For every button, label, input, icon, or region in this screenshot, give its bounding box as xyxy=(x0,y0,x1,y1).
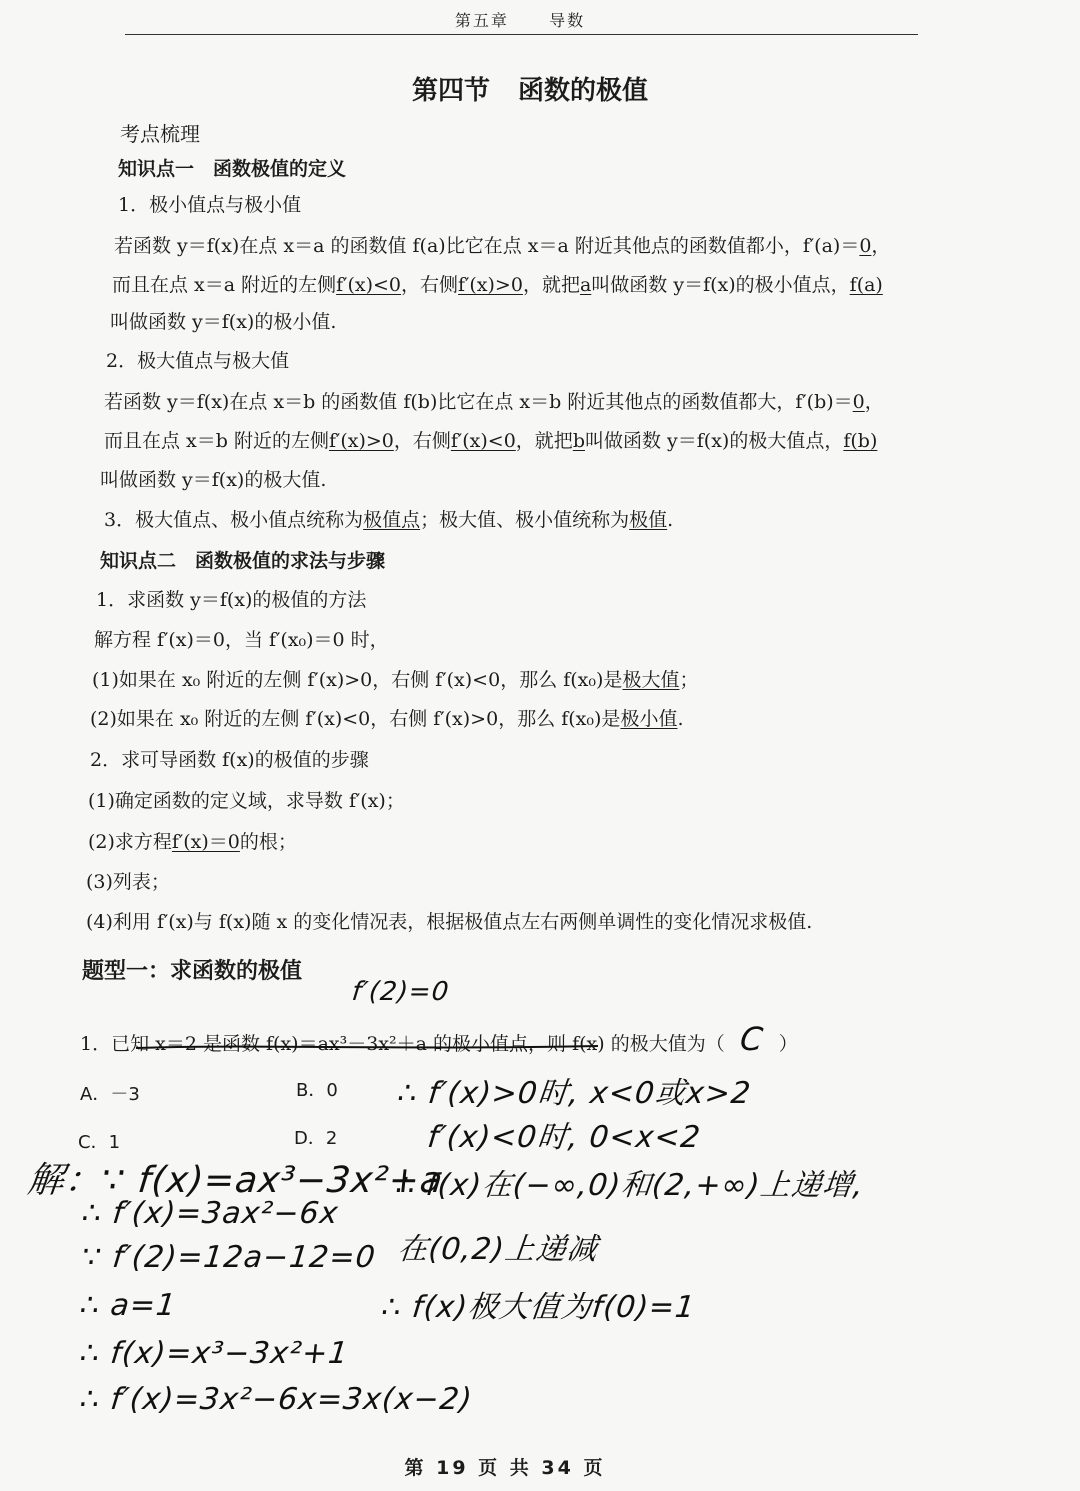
section-number: 第四节 xyxy=(411,76,490,106)
hw-right-line-3: ∴ f(x)在(−∞,0)和(2,+∞)上递增, xyxy=(393,1168,866,1203)
blank-fill: f′(x)<0 xyxy=(336,274,402,296)
running-header xyxy=(0,8,1040,31)
blank-fill: a xyxy=(579,274,592,296)
blank-fill: f(a) xyxy=(849,274,883,296)
kp1-heading: 知识点一 函数极值的定义 xyxy=(118,158,347,180)
problem-number: 1． xyxy=(80,1033,112,1055)
handwritten-note-above: f′(2)=0 xyxy=(350,977,451,1007)
hw-left-line-1: 解：∵ f(x)=ax³−3x²+a xyxy=(25,1160,446,1201)
blank-fill: 0 xyxy=(852,391,865,413)
kp1-s1-line1: 若函数 y＝f(x)在点 x＝a 的函数值 f(a)比它在点 x＝a 附近其他点的函数值都小，f′(a)＝0， xyxy=(114,235,891,257)
kp2-heading: 知识点二 函数极值的求法与步骤 xyxy=(100,550,386,572)
tixing-heading: 题型一：求函数的极值 xyxy=(82,959,303,984)
handwritten-underline xyxy=(132,1040,602,1054)
option-d: D．2 xyxy=(294,1128,338,1149)
blank-fill: f′(x)<0 xyxy=(450,430,516,452)
subject-label: 导数 xyxy=(549,11,586,30)
hw-right-line-5: ∴ f(x)极大值为f(0)=1 xyxy=(379,1290,698,1325)
blank-fill: f(b) xyxy=(843,430,878,452)
chapter-label: 第五章 xyxy=(454,11,509,30)
section-name: 函数的极值 xyxy=(518,76,649,106)
kp1-s2-line1: 若函数 y＝f(x)在点 x＝b 的函数值 f(b)比它在点 x＝b 附近其他点的函数值都大，f′(b)＝0， xyxy=(104,391,884,413)
kp1-s3-line: 3．极大值点、极小值点统称为极值点；极大值、极小值统称为极值. xyxy=(104,509,674,531)
kp1-s1-line2: 而且在点 x＝a 附近的左侧f′(x)<0，右侧f′(x)>0，就把a叫做函数 y＝f(x)的极小值点，f(a) xyxy=(112,274,883,296)
hw-left-line-6: ∴ f′(x)=3x²−6x=3x(x−2) xyxy=(78,1382,475,1417)
problem-1: 1．已知 x＝2 是函数 f(x)＝ax³－3x²＋a 的极小值点，则 f(x) 的极大值为（ C ） xyxy=(80,1020,798,1058)
option-c: C．1 xyxy=(78,1132,121,1153)
hw-left-line-2: ∴ f′(x)=3ax²−6x xyxy=(80,1196,341,1231)
kp2-method-line3: (2)如果在 x₀ 附近的左侧 f′(x)<0，右侧 f′(x)>0，那么 f(x₀)是极小值. xyxy=(90,708,684,730)
blank-fill: b xyxy=(572,430,585,452)
hw-left-line-3: ∵ f′(2)=12a−12=0 xyxy=(80,1240,378,1275)
blank-fill: f′(x)＝0 xyxy=(171,831,240,853)
hw-right-line-2: f′(x)<0时, 0<x<2 xyxy=(425,1120,703,1155)
blank-fill: 极值点 xyxy=(363,509,421,531)
kp2-step3: (3)列表； xyxy=(86,871,170,893)
blank-fill: f′(x)>0 xyxy=(328,430,394,452)
hw-right-line-1: ∴ f′(x)>0时, x<0或x>2 xyxy=(395,1076,753,1111)
kp1-s2-line2: 而且在点 x＝b 附近的左侧f′(x)>0，右侧f′(x)<0，就把b叫做函数 y＝f(x)的极大值点，f(b) xyxy=(104,430,878,452)
kp1-s1-title: 1．极小值点与极小值 xyxy=(118,194,302,216)
hw-right-line-4: 在(0,2)上递减 xyxy=(395,1232,600,1267)
kp1-s2-title: 2．极大值点与极大值 xyxy=(106,350,290,372)
problem-text: 已知 x＝2 是函数 f(x)＝ax³－3x²＋a 的极小值点，则 f(x) 的极大值为（ xyxy=(111,1033,725,1055)
kp2-step1: (1)确定函数的定义域，求导数 f′(x)； xyxy=(88,790,405,812)
kp2-method-title: 1．求函数 y＝f(x)的极值的方法 xyxy=(96,589,367,611)
option-b: B．0 xyxy=(296,1080,338,1101)
header-rule xyxy=(125,34,918,35)
kp1-s1-line3: 叫做函数 y＝f(x)的极小值. xyxy=(110,311,337,333)
hw-left-line-4: ∴ a=1 xyxy=(78,1288,179,1323)
kp2-step4: (4)利用 f′(x)与 f(x)随 x 的变化情况表，根据极值点左右两侧单调性的变化情况求极值. xyxy=(86,911,813,933)
blank-fill: f′(x)>0 xyxy=(458,274,523,296)
kp2-steps-title: 2．求可导函数 f(x)的极值的步骤 xyxy=(90,749,369,771)
option-a: A．－3 xyxy=(80,1084,140,1105)
kp2-step2: (2)求方程f′(x)＝0的根； xyxy=(88,831,297,853)
hw-left-line-5: ∴ f(x)=x³−3x²+1 xyxy=(78,1336,351,1371)
kp2-method-line1: 解方程 f′(x)＝0，当 f′(x₀)＝0 时， xyxy=(94,629,389,651)
section-title xyxy=(0,70,1060,107)
blank-fill: 极大值 xyxy=(622,669,680,691)
blank-fill: 极值 xyxy=(629,509,668,531)
blank-fill: 极小值 xyxy=(620,708,678,730)
kp1-s2-line3: 叫做函数 y＝f(x)的极大值. xyxy=(100,469,327,491)
page-footer: 第 19 页 共 34 页 xyxy=(404,1457,606,1479)
kp2-method-line2: (1)如果在 x₀ 附近的左侧 f′(x)>0，右侧 f′(x)<0，那么 f(x₀)是极大值； xyxy=(92,669,699,691)
blank-fill: 0 xyxy=(859,235,872,257)
kaodian-heading: 考点梳理 xyxy=(120,122,200,146)
handwritten-answer: C xyxy=(738,1020,766,1058)
